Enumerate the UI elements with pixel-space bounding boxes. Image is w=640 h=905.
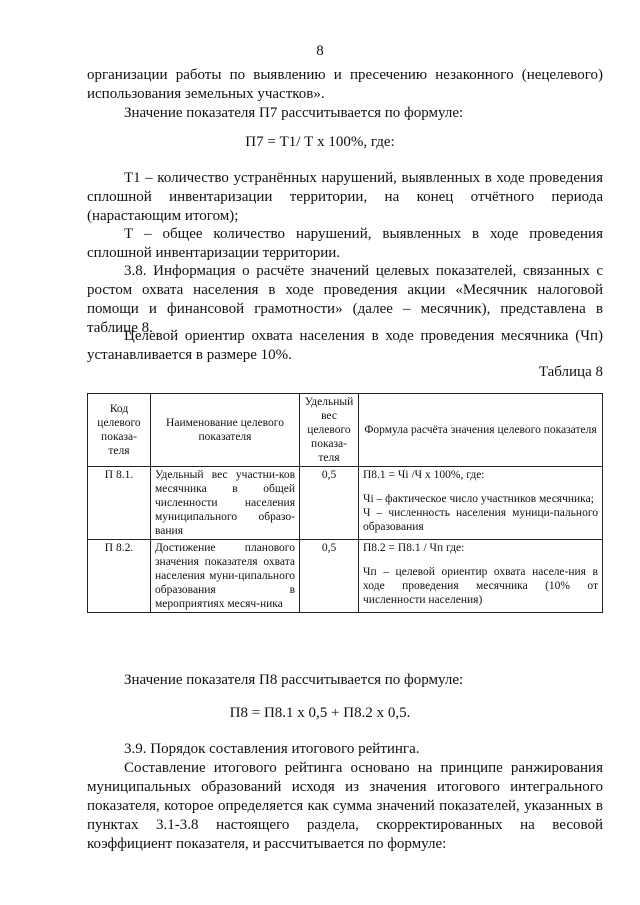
- table-row: [88, 467, 603, 540]
- section-3-8-para2: Целевой ориентир охвата населения в ходе проведения месячника (Чп) устанавливается в размере 10%.: [87, 328, 603, 363]
- formula-p8: П8 = П8.1 х 0,5 + П8.2 х 0,5.: [229, 705, 411, 721]
- row2-code: П 8.2.: [88, 540, 151, 613]
- row2-formula-cell: [359, 540, 603, 613]
- table-caption: Таблица 8: [538, 364, 603, 380]
- row1-name: Удельный вес участни-ков месячника в общей численности населения муниципального образо-вания: [151, 467, 300, 540]
- header-code: Код целевого показа-теля: [88, 394, 151, 467]
- definition-t: Т – общее количество нарушений, выявленных в ходе проведения сплошной инвентаризации территории.: [87, 226, 603, 261]
- row1-code: П 8.1.: [88, 467, 151, 540]
- header-name: Наименование целевого показателя: [151, 394, 300, 467]
- row2-name: Достижение планового значения показателя охвата населения муни-ципального образования в мероприятиях месяч-ника: [151, 540, 300, 613]
- row1-note1: Чi – фактическое число участников месячника;: [363, 493, 594, 505]
- row1-formula-cell: [359, 467, 603, 540]
- definition-t1: Т1 – количество устранённых нарушений, выявленных в ходе проведения сплошной инвентаризации территории, на конец отчётного периода (нарастающим итогом);: [87, 170, 603, 224]
- section-3-9-paragraph: Составление итогового рейтинга основано на принципе ранжирования муниципальных образований исходя из значения итогового интегрального показателя, которое определяется как сумма значений показателей, указанных в пунктах 3.1-3.8 настоящего раздела, скорректированных на весовой коэффициент показателя, и рассчитывается по формуле:: [87, 760, 603, 852]
- header-weight: Удельный вес целевого показа-теля: [300, 394, 359, 467]
- row2-formula: П8.2 = П8.1 / Чп где:: [363, 542, 465, 554]
- p8-intro: Значение показателя П8 рассчитывается по формуле:: [124, 672, 464, 688]
- row1-note2: Ч – численность населения муници-пального образования: [363, 507, 598, 533]
- table-8: [87, 393, 603, 613]
- formula-p7: П7 = Т1/ Т х 100%, где:: [245, 134, 395, 150]
- table-row: [88, 540, 603, 613]
- header-formula: Формула расчёта значения целевого показателя: [359, 394, 603, 467]
- section-3-9-heading: 3.9. Порядок составления итогового рейтинга.: [124, 741, 420, 757]
- page-number: 8: [316, 43, 324, 59]
- row1-formula: П8.1 = Чi /Ч х 100%, где:: [363, 469, 485, 481]
- section-3-8-para1: 3.8. Информация о расчёте значений целевых показателей, связанных с ростом охвата населения в ходе проведения акции «Месячник налоговой помощи и финансовой грамотности» (далее – месячник), представлена в таблице 8.: [87, 263, 603, 336]
- row1-weight: 0,5: [300, 467, 359, 540]
- p7-intro: Значение показателя П7 рассчитывается по формуле:: [124, 105, 464, 121]
- row2-note1: Чп – целевой ориентир охвата населе-ния в ходе проведения месячника (10% от численности населения): [363, 566, 598, 606]
- intro-paragraph: организации работы по выявлению и пресечению незаконного (нецелевого) использования земельных участков».: [87, 67, 603, 102]
- table-header-row: [88, 394, 603, 467]
- row2-weight: 0,5: [300, 540, 359, 613]
